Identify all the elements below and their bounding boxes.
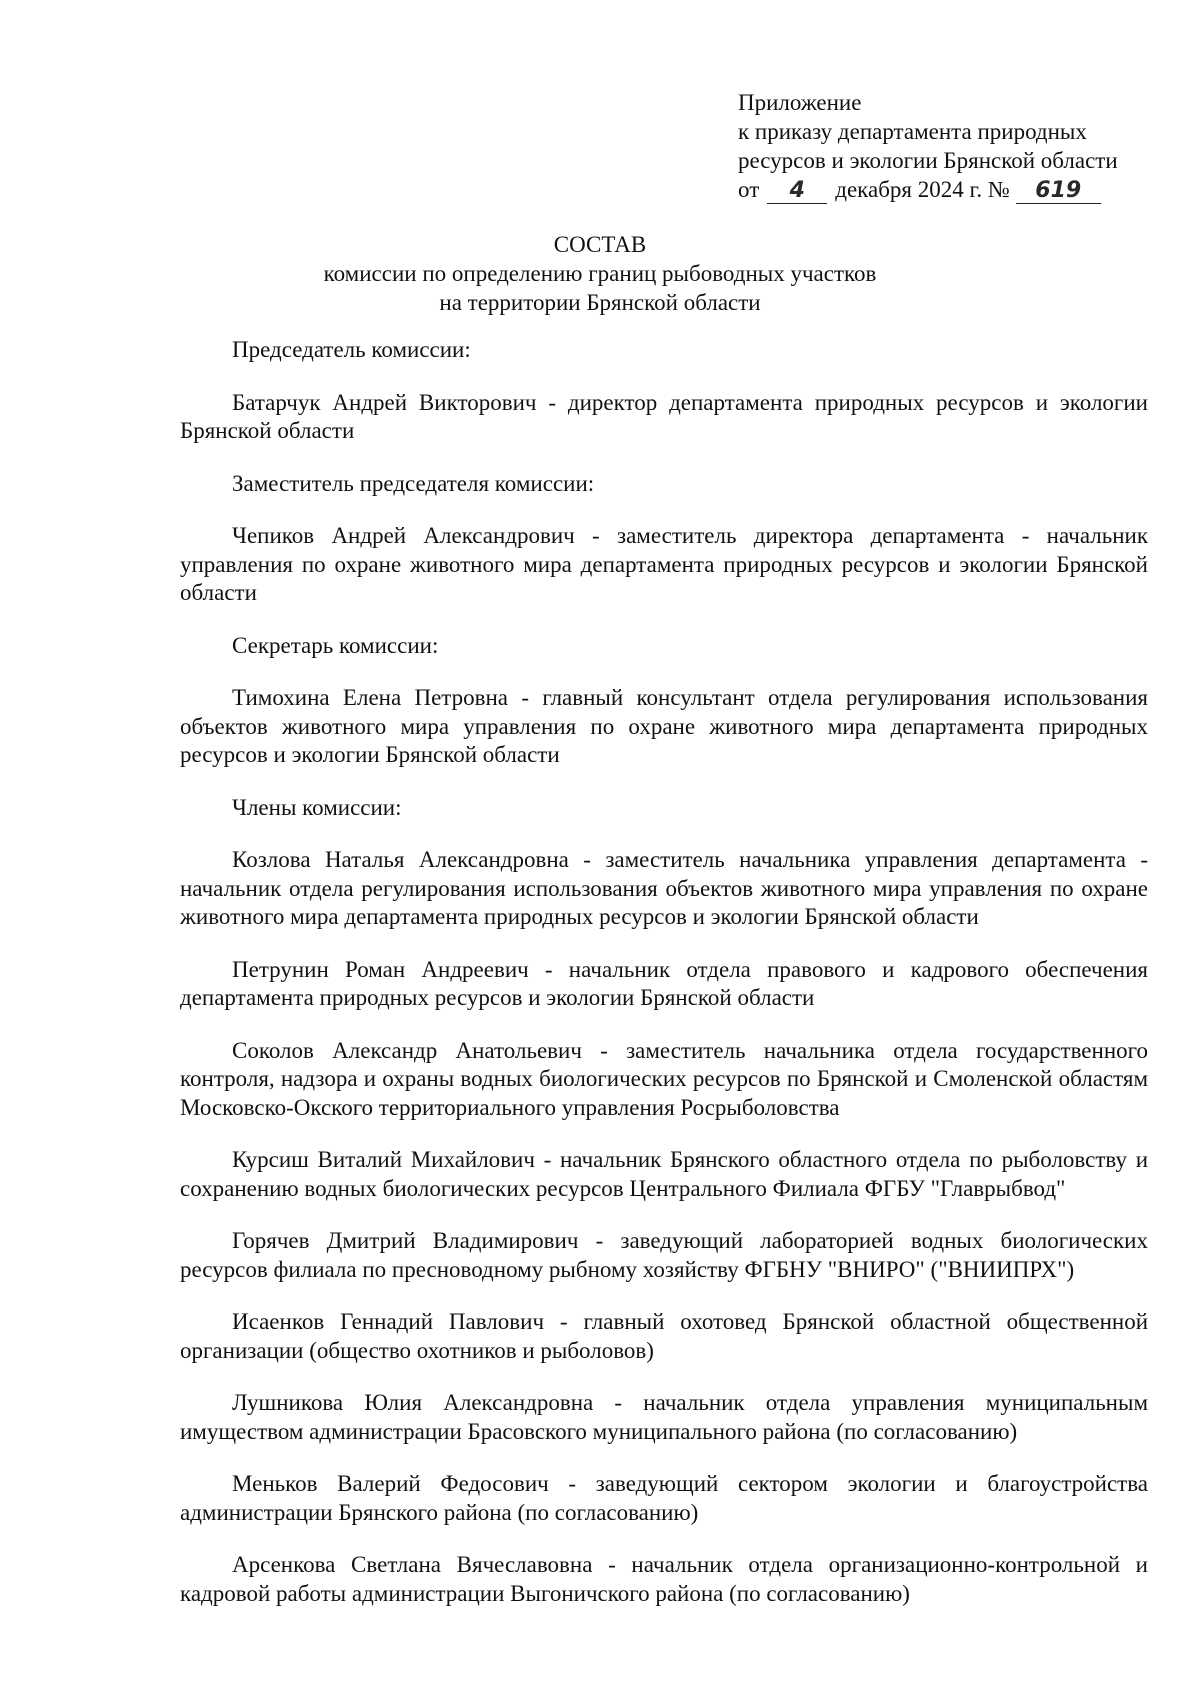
appendix-header: [738, 88, 1178, 204]
title-subtitle-line-1: комиссии по определению границ рыбоводных участков: [323, 261, 877, 286]
members-role-heading: Члены комиссии:: [232, 794, 402, 820]
handwritten-order-number: 619: [1016, 179, 1101, 204]
deputy-entry: Чепиков Андрей Александрович - заместитель директора департамента - начальник управления по охране животного мира департамента природных ресурсов и экологии Брянской области: [180, 523, 1148, 605]
document-title: [300, 230, 900, 317]
appendix-line-1: Приложение: [738, 90, 862, 115]
chair-role-heading: Председатель комиссии:: [232, 337, 471, 362]
secretary-role-heading: Секретарь комиссии:: [232, 632, 439, 658]
from-label: от: [738, 177, 760, 202]
chair-entry: Батарчук Андрей Викторович - директор департамента природных ресурсов и экологии Брянской области: [180, 389, 1148, 443]
appendix-date-line: [738, 175, 1178, 204]
date-text: декабря 2024 г. №: [835, 177, 1010, 202]
title-subtitle-line-2: на территории Брянской области: [439, 290, 761, 315]
member-entry: Козлова Наталья Александровна - заместитель начальника управления департамента - начальник отдела регулирования использования объектов животного мира управления по охране животного мира департамента природных ресурсов и экологии Брянской области: [180, 847, 1148, 929]
deputy-role-heading: Заместитель председателя комиссии:: [232, 470, 595, 496]
member-entry: Петрунин Роман Андреевич - начальник отдела правового и кадрового обеспечения департамента природных ресурсов и экологии Брянской области: [180, 956, 1148, 1010]
secretary-entry: Тимохина Елена Петровна - главный консультант отдела регулирования использования объектов животного мира управления по охране животного мира департамента природных ресурсов и экологии Брянской области: [180, 685, 1148, 767]
member-entry: Курсиш Виталий Михайлович - начальник Брянского областного отдела по рыболовству и сохранению водных биологических ресурсов Центрального Филиала ФГБУ "Главрыбвод": [180, 1147, 1148, 1201]
member-entry: Лушникова Юлия Александровна - начальник отдела управления муниципальным имуществом администрации Брасовского муниципального района (по согласованию): [180, 1390, 1148, 1444]
handwritten-day: 4: [767, 179, 827, 204]
title-heading: СОСТАВ: [553, 232, 647, 257]
member-entry: Горячев Дмитрий Владимирович - заведующий лабораторией водных биологических ресурсов филиала по пресноводному рыбному хозяйству ФГБНУ "ВНИРО" ("ВНИИПРХ"): [180, 1228, 1148, 1282]
commission-composition: [180, 336, 1148, 1632]
member-entry: Соколов Александр Анатольевич - заместитель начальника отдела государственного контроля, надзора и охраны водных биологических ресурсов по Брянской и Смоленской областям Московско-Окского территориального управления Росрыболовства: [180, 1037, 1148, 1120]
member-entry: Исаенков Геннадий Павлович - главный охотовед Брянской областной общественной организации (общество охотников и рыболовов): [180, 1309, 1148, 1363]
member-entry: Меньков Валерий Федосович - заведующий сектором экологии и благоустройства администрации Брянского района (по согласованию): [180, 1471, 1148, 1525]
member-entry: Арсенкова Светлана Вячеславовна - начальник отдела организационно-контрольной и кадровой работы администрации Выгоничского района (по согласованию): [180, 1552, 1148, 1606]
appendix-line-2: к приказу департамента природных: [738, 119, 1087, 144]
appendix-line-3: ресурсов и экологии Брянской области: [738, 148, 1118, 173]
